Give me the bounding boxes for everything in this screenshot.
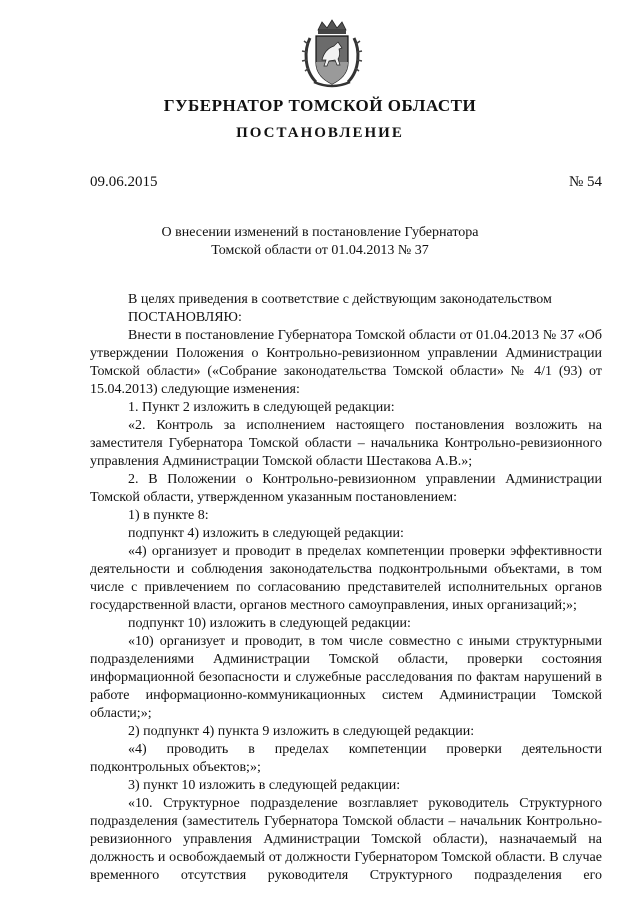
document-body xyxy=(90,291,602,885)
subitem-1-intro-10: подпункт 10) изложить в следующей редакции: xyxy=(128,616,411,631)
document-subject xyxy=(0,224,640,260)
tomsk-coat-of-arms-icon xyxy=(300,18,364,90)
item-2: 2. В Положении о Контрольно-ревизионном управлении Администрации Томской области, утвержденном указанным постановлением: xyxy=(90,472,602,505)
subitem-1-text-4: «4) организует и проводит в пределах компетенции проверки эффективности деятельности и соблюдения законодательства подконтрольными объектами, в том числе с привлечением по согласованию представителей исполнительных органов государственной власти, органов местного самоуправления, иных организаций;»; xyxy=(90,544,602,613)
subitem-2-text: «4) проводить в пределах компетенции проверки деятельности подконтрольных объектов;»; xyxy=(90,742,602,775)
org-title: ГУБЕРНАТОР ТОМСКОЙ ОБЛАСТИ xyxy=(163,96,477,115)
subitem-3-text: «10. Структурное подразделение возглавляет руководитель Структурного подразделения (заместитель Губернатора Томской области – начальник Контрольно-ревизионного управления Администрации Томской области), назначаемый на должность и освобождаемый от должности Губернатором Томской области. В случае временного отсутствия руководителя Структурного подразделения его xyxy=(90,796,602,883)
subject-line-1: О внесении изменений в постановление Губернатора xyxy=(161,225,479,240)
document-date: 09.06.2015 xyxy=(90,174,158,190)
preamble: В целях приведения в соответствие с действующим законодательством xyxy=(128,292,552,307)
subject-line-2: Томской области от 01.04.2013 № 37 xyxy=(211,243,429,258)
item-1: 1. Пункт 2 изложить в следующей редакции: xyxy=(128,400,395,415)
document-number: № 54 xyxy=(568,174,602,190)
subitem-2: 2) подпункт 4) пункта 9 изложить в следующей редакции: xyxy=(128,724,475,739)
resolution-keyword: ПОСТАНОВЛЯЮ: xyxy=(128,310,242,325)
paragraph-amend-intro: Внести в постановление Губернатора Томской области от 01.04.2013 № 37 «Об утверждении Положения о Контрольно-ревизионном управлении Администрации Томской области» («Собрание законодательства Томской области» № 4/1 (93) от 15.04.2013) следующие изменения: xyxy=(90,328,602,397)
subitem-3: 3) пункт 10 изложить в следующей редакции: xyxy=(128,778,401,793)
subitem-1-intro: подпункт 4) изложить в следующей редакции: xyxy=(128,526,404,541)
item-1-text: «2. Контроль за исполнением настоящего постановления возложить на заместителя Губернатора Томской области – начальника Контрольно-ревизионного управления Администрации Томской области Шестакова А.В.»; xyxy=(90,418,602,469)
document-type: ПОСТАНОВЛЕНИЕ xyxy=(236,125,404,141)
subitem-1: 1) в пункте 8: xyxy=(128,508,209,523)
subitem-1-text-10: «10) организует и проводит, в том числе совместно с иными структурными подразделениями Администрации Томской области, проверки состояния информационной безопасности и служебные расследования по фактам нарушений в работе информационно-коммуникационных систем Администрации Томской области;»; xyxy=(90,634,602,721)
